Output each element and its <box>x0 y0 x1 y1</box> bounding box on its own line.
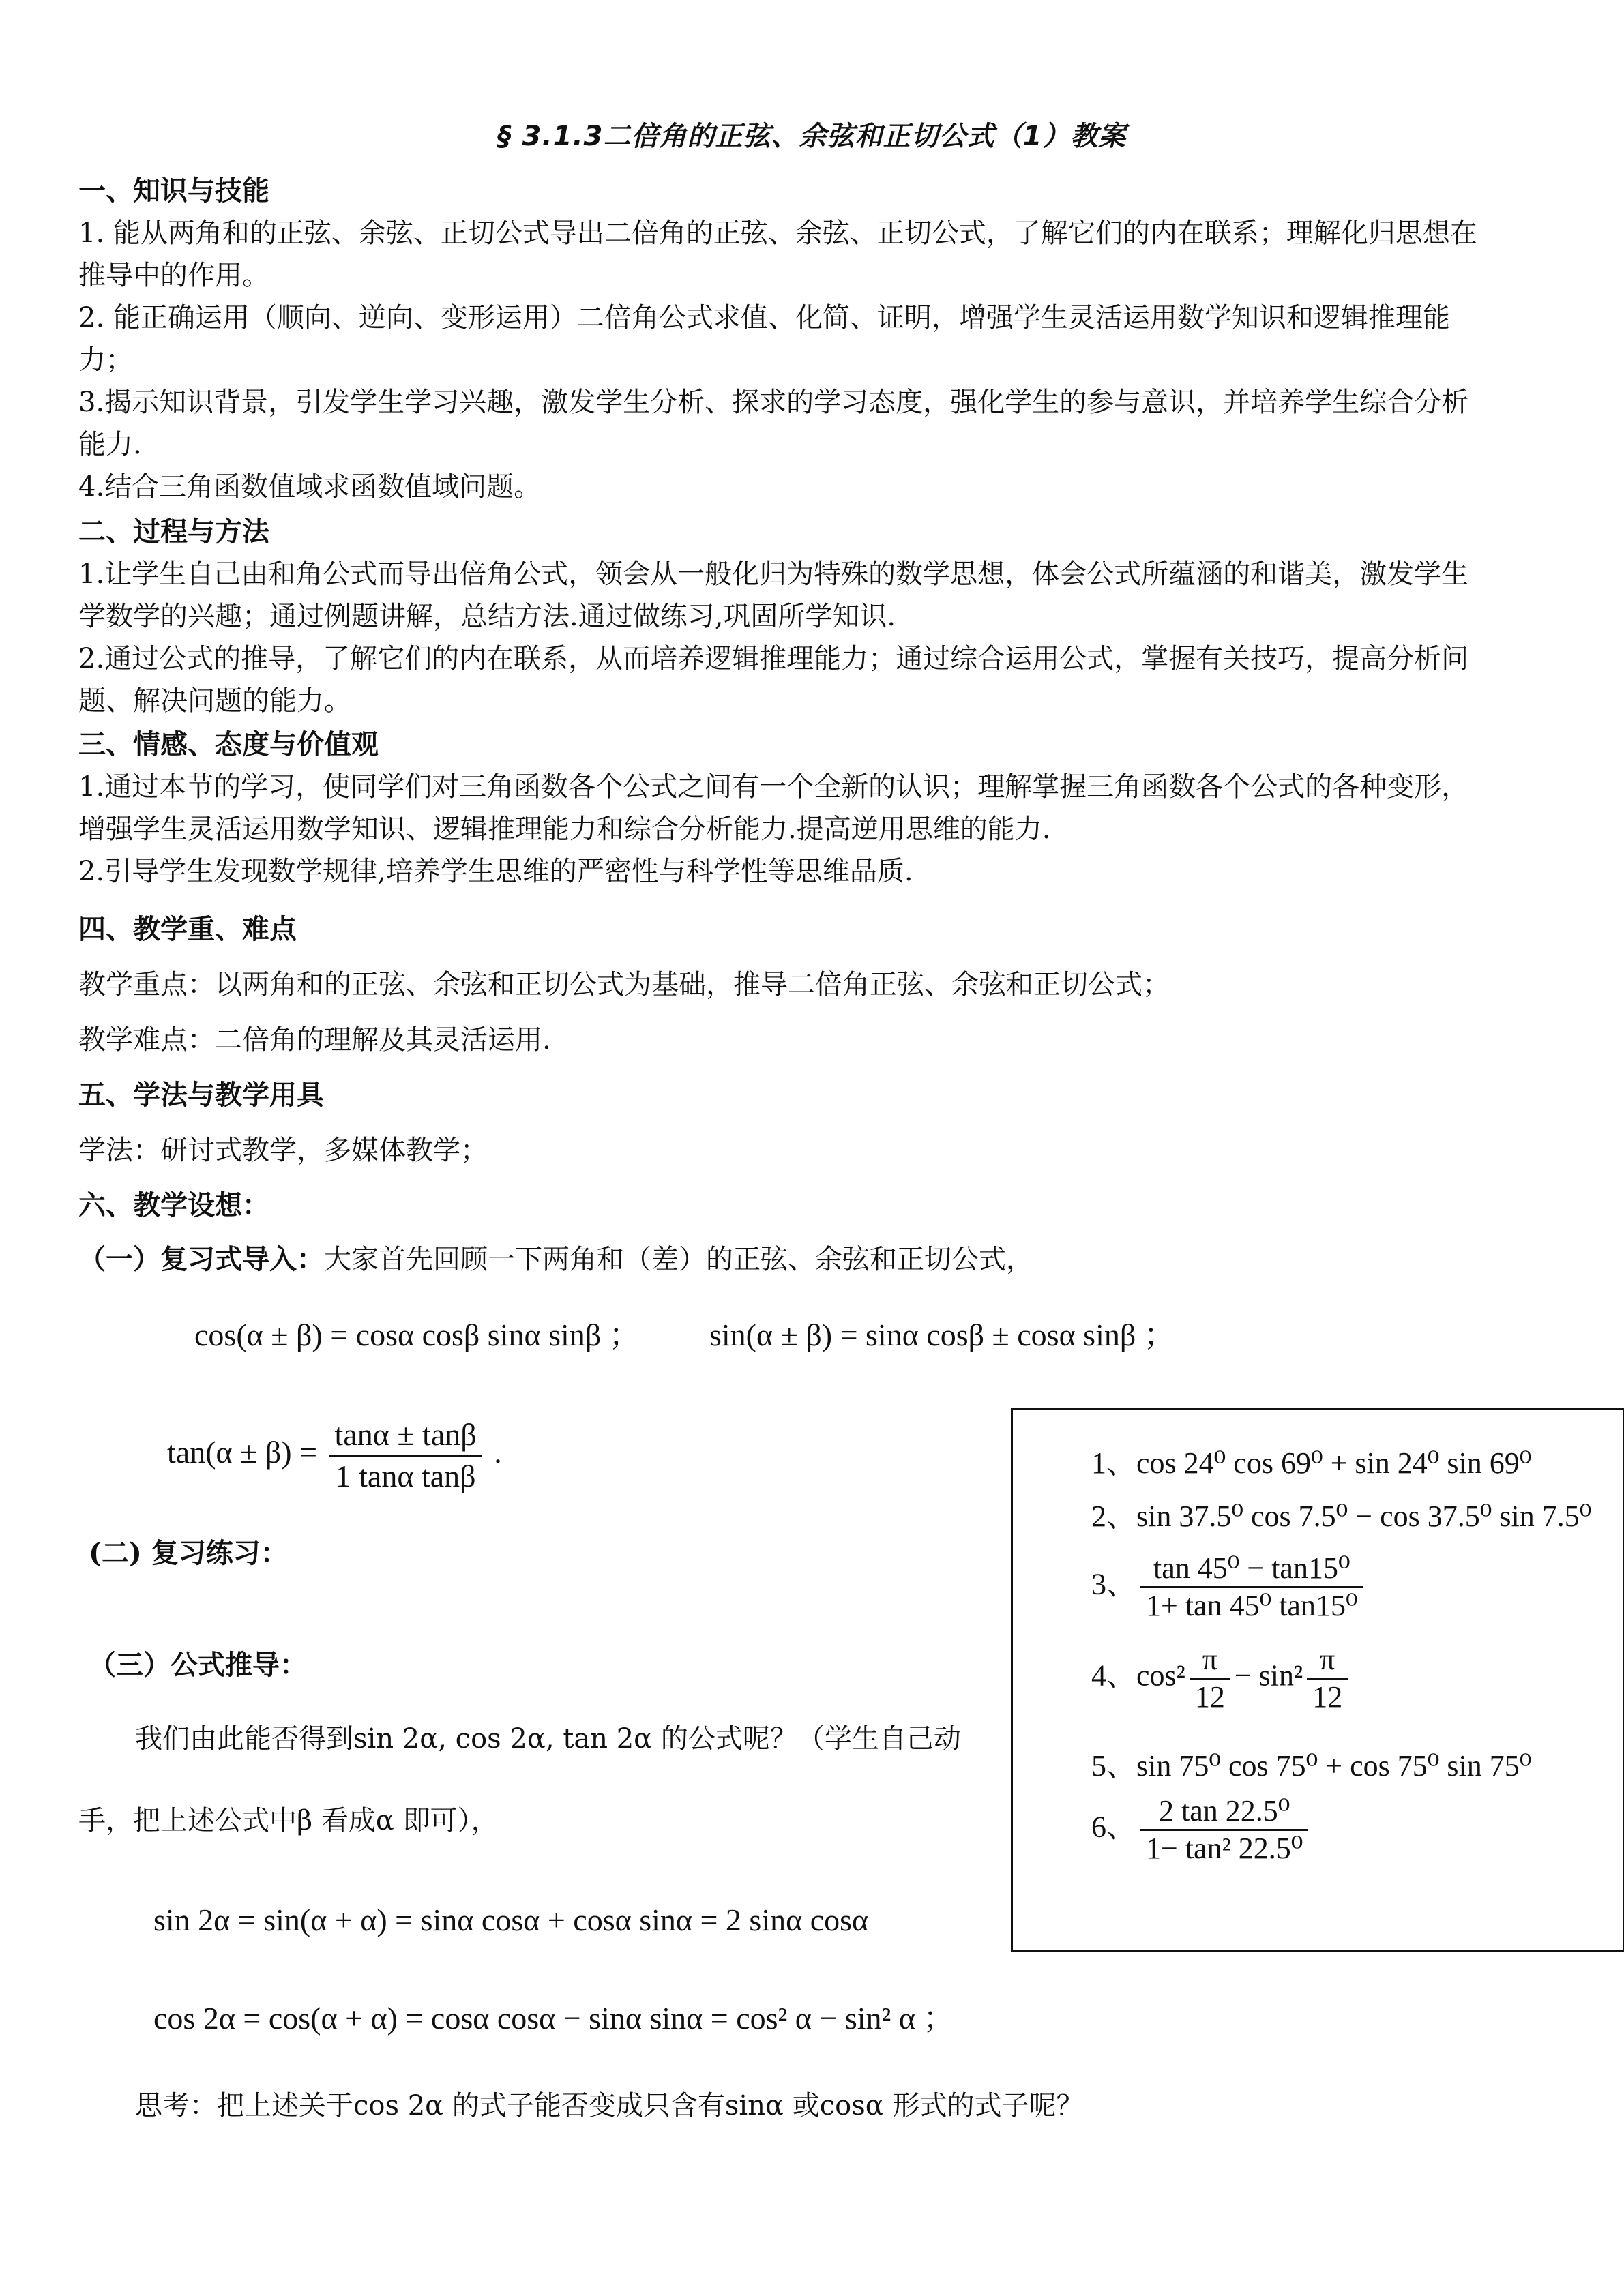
formula-cos-sum: cos(α ± β) = cosα cosβ sinα sinβ ； <box>194 1317 640 1352</box>
learning-method: 学法：研讨式教学，多媒体教学； <box>78 1135 488 1166</box>
values-item-2: 2.引导学生发现数学规律,培养学生思维的严密性与科学性等思维品质. <box>78 856 913 887</box>
formula-sin-sum: sin(α ± β) = sinα cosβ ± cosα sinβ ； <box>709 1317 1175 1352</box>
derivation-question-a: 我们由此能否得到sin 2α, cos 2α, tan 2α 的公式呢？（学生自己动 <box>135 1723 961 1755</box>
formula-cos-double: cos 2α = cos(α + α) = cosα cosα − sinα sinα = cos² α − sin² α ； <box>153 2001 955 2036</box>
teaching-difficulty: 教学难点：二倍角的理解及其灵活运用. <box>78 1024 551 1056</box>
exercise-3 <box>1091 1551 1623 1624</box>
knowledge-item-1b: 推导中的作用。 <box>78 260 269 291</box>
process-item-1a: 1.让学生自己由和角公式而导出倍角公式，领会从一般化归为特殊的数学思想，体会公式所蕴涵的和谐美，激发学生 <box>78 558 1469 590</box>
exercise-4-fraction-2 <box>1307 1642 1348 1715</box>
review-practice-label: (二) 复习练习： <box>89 1537 288 1569</box>
exercise-3-fraction <box>1140 1551 1363 1624</box>
exercise-6-denominator: 1− tan² 22.5⁰ <box>1146 1832 1303 1865</box>
section-heading-knowledge: 一、知识与技能 <box>78 175 269 207</box>
formula-tan-fraction <box>329 1415 482 1496</box>
knowledge-item-3a: 3.揭示知识背景，引发学生学习兴趣，激发学生分析、探求的学习态度，强化学生的参与意识，并培养学生综合分析 <box>78 387 1469 418</box>
formula-tan-denominator: 1 tanα tanβ <box>335 1459 476 1493</box>
review-intro-text: 大家首先回顾一下两角和（差）的正弦、余弦和正切公式， <box>324 1244 1033 1275</box>
exercise-6-numerator: 2 tan 22.5⁰ <box>1140 1793 1308 1831</box>
exercise-4-den-2: 12 <box>1312 1680 1343 1714</box>
knowledge-item-3b: 能力. <box>78 429 142 460</box>
document-title: § 3.1.3二倍角的正弦、余弦和正切公式（1）教案 <box>497 121 1127 152</box>
formula-sin-double: sin 2α = sin(α + α) = sinα cosα + cosα sinα = 2 sinα cosα <box>153 1903 869 1937</box>
exercise-3-numerator: tan 45⁰ − tan15⁰ <box>1140 1551 1363 1588</box>
think-question: 思考：把上述关于cos 2α 的式子能否变成只含有sinα 或cosα 形式的式子呢？ <box>135 2090 1084 2121</box>
section-heading-design: 六、教学设想： <box>78 1190 269 1221</box>
exercise-6-label: 6、 <box>1091 1810 1136 1844</box>
exercise-1: 1、cos 24⁰ cos 69⁰ + sin 24⁰ sin 69⁰ <box>1091 1446 1532 1480</box>
process-item-2a: 2.通过公式的推导，了解它们的内在联系，从而培养逻辑推理能力；通过综合运用公式，掌握有关技巧，提高分析问 <box>78 643 1469 674</box>
process-item-1b: 学数学的兴趣；通过例题讲解，总结方法.通过做练习,巩固所学知识. <box>78 601 896 632</box>
formula-tan-end: . <box>494 1435 502 1470</box>
teaching-key-point: 教学重点：以两角和的正弦、余弦和正切公式为基础，推导二倍角正弦、余弦和正切公式； <box>78 969 1170 1000</box>
exercise-6 <box>1091 1793 1623 1866</box>
formula-tan-sum <box>167 1415 502 1496</box>
exercise-4-label: 4、cos² <box>1091 1658 1185 1693</box>
exercise-5: 5、sin 75⁰ cos 75⁰ + cos 75⁰ sin 75⁰ <box>1091 1749 1532 1783</box>
exercise-4-num-2: π <box>1307 1642 1348 1680</box>
section-heading-keypoints: 四、教学重、难点 <box>78 914 297 945</box>
formula-tan-numerator: tanα ± tanβ <box>329 1415 482 1457</box>
exercise-4 <box>1091 1642 1623 1715</box>
exercise-2: 2、sin 37.5⁰ cos 7.5⁰ − cos 37.5⁰ sin 7.5⁰ <box>1091 1500 1592 1533</box>
section-heading-values: 三、情感、态度与价值观 <box>78 729 379 760</box>
review-intro-line <box>78 1239 1545 1280</box>
section-heading-methods: 五、学法与教学用具 <box>78 1079 324 1111</box>
derivation-question-b: 手，把上述公式中β 看成α 即可）， <box>78 1805 499 1836</box>
exercise-4-den-1: 12 <box>1194 1680 1225 1714</box>
exercise-4-num-1: π <box>1190 1642 1230 1680</box>
values-item-1b: 增强学生灵活运用数学知识、逻辑推理能力和综合分析能力.提高逆用思维的能力. <box>78 814 1051 845</box>
process-item-2b: 题、解决问题的能力。 <box>78 685 351 717</box>
knowledge-item-4: 4.结合三角函数值域求函数值域问题。 <box>78 471 542 503</box>
section-heading-process: 二、过程与方法 <box>78 516 269 548</box>
knowledge-item-1a: 1. 能从两角和的正弦、余弦、正切公式导出二倍角的正弦、余弦、正切公式，了解它们的内在联系；理解化归思想在 <box>78 218 1477 249</box>
exercise-box <box>1011 1408 1624 1952</box>
exercise-6-fraction <box>1140 1793 1308 1866</box>
exercise-3-denominator: 1+ tan 45⁰ tan15⁰ <box>1146 1589 1358 1622</box>
knowledge-item-2a: 2. 能正确运用（顺向、逆向、变形运用）二倍角公式求值、化简、证明，增强学生灵活运用数学知识和逻辑推理能 <box>78 302 1450 333</box>
knowledge-item-2b: 力； <box>78 344 133 376</box>
review-intro-label: （一）复习式导入： <box>78 1243 324 1275</box>
exercise-4-mid: − sin² <box>1234 1658 1303 1693</box>
values-item-1a: 1.通过本节的学习，使同学们对三角函数各个公式之间有一个全新的认识；理解掌握三角函数各个公式的各种变形， <box>78 771 1469 803</box>
formula-tan-lhs: tan(α ± β) = <box>167 1435 318 1470</box>
exercise-3-label: 3、 <box>1091 1567 1136 1601</box>
formula-derivation-label: （三）公式推导： <box>89 1649 307 1681</box>
exercise-4-fraction-1 <box>1190 1642 1230 1715</box>
